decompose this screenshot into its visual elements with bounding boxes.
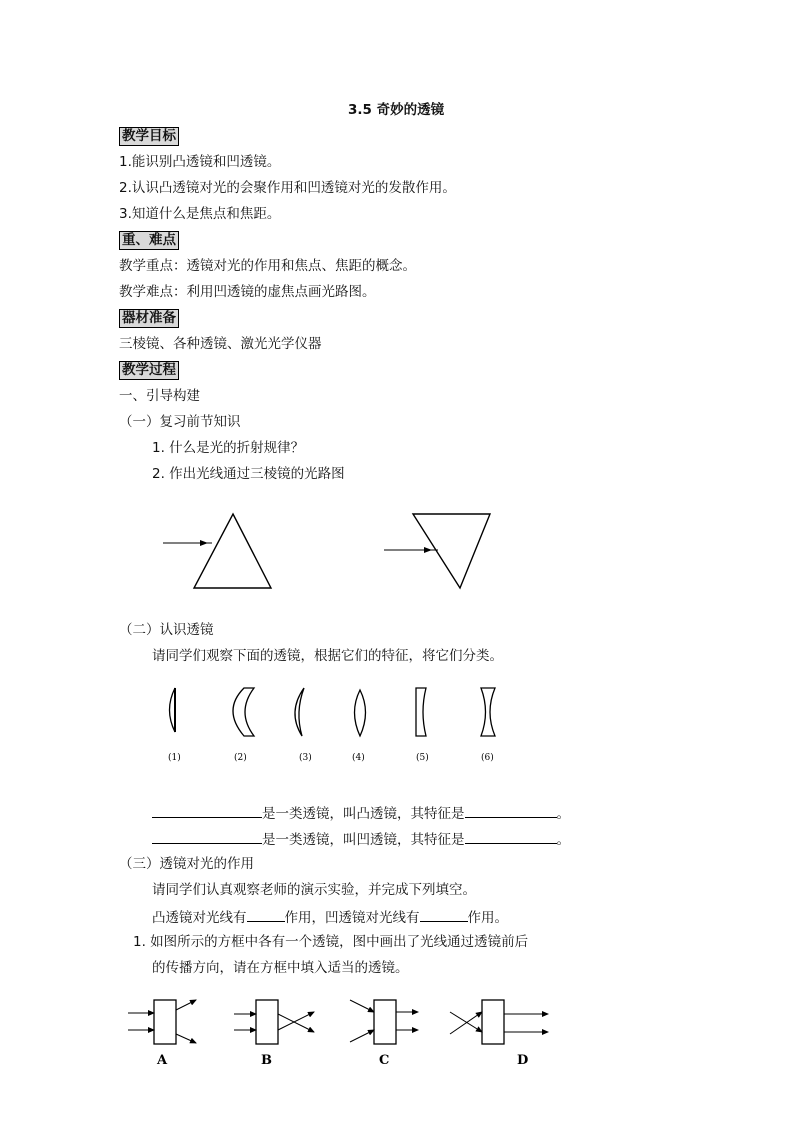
lens-effect-line: 凸透镜对光线有 作用，凹透镜对光线有 作用。: [152, 907, 508, 927]
materials-text: 三棱镜、各种透镜、激光光学仪器: [119, 336, 322, 352]
sub1-heading: （一）复习前节知识: [119, 414, 241, 430]
exercise-1-line-2: 的传播方向，请在方框中填入适当的透镜。: [152, 960, 409, 976]
lens-label-2: (2): [234, 753, 247, 763]
box-label-d: D: [517, 1053, 529, 1068]
materials-heading: 器材准备: [119, 309, 179, 328]
convex-feature-blank[interactable]: [465, 803, 557, 818]
box-label-b: B: [261, 1053, 272, 1068]
lens-label-1: (1): [168, 753, 181, 763]
prism-figure-inverted: [380, 508, 500, 593]
convex-group-blank[interactable]: [152, 803, 262, 818]
concave-group-blank[interactable]: [152, 829, 262, 844]
keypoints-heading: 重、难点: [119, 231, 179, 250]
goal-item-1: 1.能识别凸透镜和凹透镜。: [119, 154, 281, 170]
demo-instruction: 请同学们认真观察老师的演示实验，并完成下列填空。: [152, 882, 476, 898]
box-label-c: C: [379, 1053, 390, 1068]
goal-item-2: 2.认识凸透镜对光的会聚作用和凹透镜对光的发散作用。: [119, 180, 456, 196]
lens-label-3: (3): [299, 753, 312, 763]
fill-convex-line: 是一类透镜，叫凸透镜，其特征是 。: [152, 803, 570, 823]
box-label-a: A: [157, 1053, 168, 1068]
goals-heading: 教学目标: [119, 127, 179, 146]
lens-label-5: (5): [416, 753, 429, 763]
goal-item-3: 3.知道什么是焦点和焦距。: [119, 206, 281, 222]
part1-heading: 一、引导构建: [119, 388, 200, 404]
page-title: 3.5 奇妙的透镜: [348, 102, 445, 118]
concave-effect-blank[interactable]: [420, 907, 468, 922]
teaching-focus: 教学重点：透镜对光的作用和焦点、焦距的概念。: [119, 258, 416, 274]
teaching-difficulty: 教学难点：利用凹透镜的虚焦点画光路图。: [119, 284, 376, 300]
lens-label-4: (4): [352, 753, 365, 763]
fill-concave-line: 是一类透镜，叫凹透镜，其特征是 。: [152, 829, 570, 849]
observe-instruction: 请同学们观察下面的透镜，根据它们的特征，将它们分类。: [152, 648, 503, 664]
process-heading: 教学过程: [119, 361, 179, 380]
sub3-heading: （三）透镜对光的作用: [119, 856, 254, 872]
lens-figure-row: [150, 680, 540, 775]
prism-figure-upright: [160, 510, 280, 595]
convex-effect-blank[interactable]: [247, 907, 285, 922]
question-2: 2. 作出光线通过三棱镜的光路图: [152, 466, 345, 482]
sub2-heading: （二）认识透镜: [119, 622, 214, 638]
concave-feature-blank[interactable]: [465, 829, 557, 844]
lens-label-6: (6): [481, 753, 494, 763]
question-1: 1. 什么是光的折射规律？: [152, 440, 305, 456]
lens-box-diagrams: [120, 990, 560, 1075]
exercise-1-line-1: 1. 如图所示的方框中各有一个透镜，图中画出了光线通过透镜前后: [133, 934, 529, 950]
